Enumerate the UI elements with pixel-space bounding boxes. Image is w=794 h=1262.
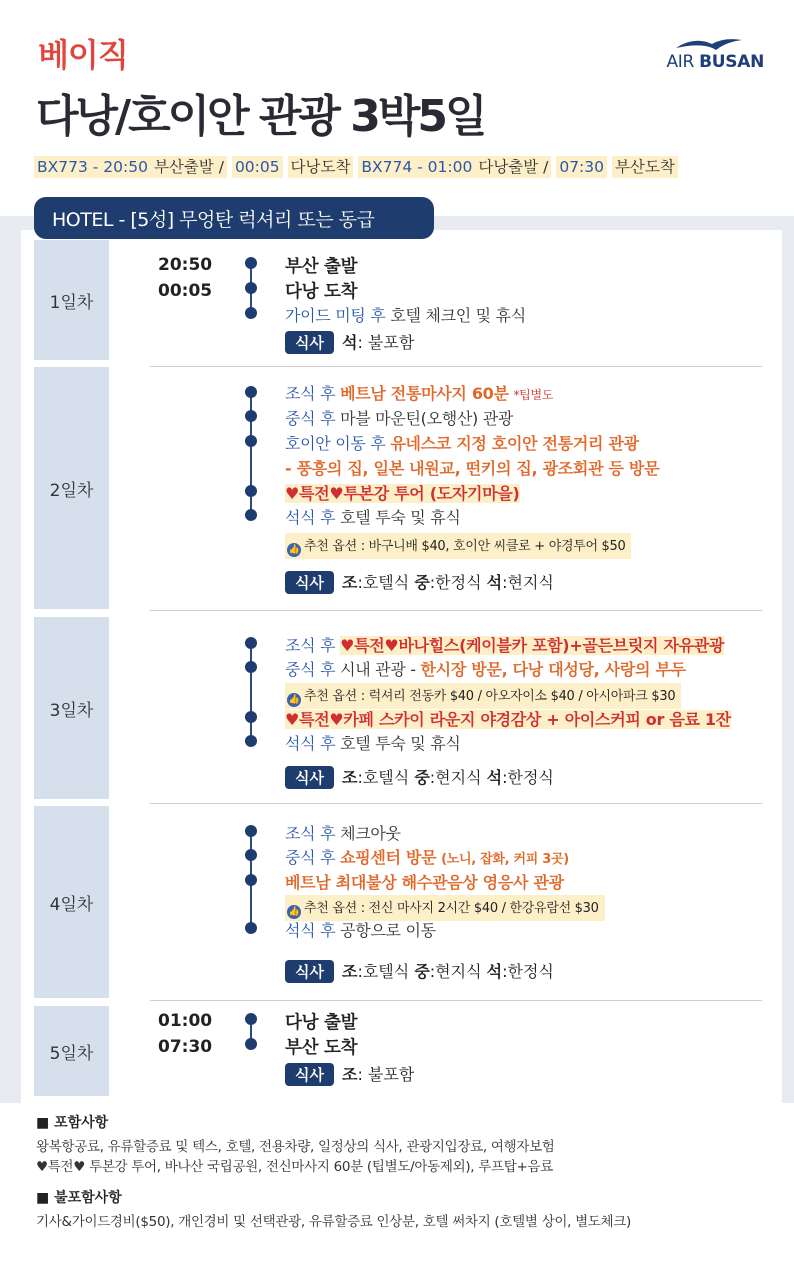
day-label-3: 3일차: [34, 617, 109, 799]
timeline-dot: [245, 435, 257, 447]
schedule-item: 가이드 미팅 후 호텔 체크인 및 휴식: [285, 306, 526, 325]
air-busan-logo: [654, 34, 764, 74]
logo-text: AIR BUSAN: [666, 52, 764, 72]
excluded-heading: ■ 불포함사항: [36, 1190, 122, 1206]
schedule-item: - 풍흥의 집, 일본 내원교, 떤키의 집, 광조회관 등 방문: [285, 459, 660, 478]
hotel-banner: HOTEL - [5성] 무엉탄 럭셔리 또는 동급: [34, 197, 434, 239]
day-divider: [150, 366, 762, 367]
timeline-dot: [245, 1013, 257, 1025]
timeline-dot: [245, 509, 257, 521]
timeline-dot: [245, 825, 257, 837]
schedule-item: 조식 후 체크아웃: [285, 824, 401, 843]
day-label-1: 1일차: [34, 240, 109, 360]
schedule-item: 베트남 최대불상 해수관음상 영응사 관광: [285, 873, 564, 892]
included-text: ♥특전♥ 투본강 투어, 바나산 국립공원, 전신마사지 60분 (팁별도/아동제외), 루프탑+음료: [36, 1159, 553, 1175]
meal-info: 식사 조: 불포함: [285, 1062, 414, 1086]
timeline-dot: [245, 485, 257, 497]
schedule-item: 중식 후 쇼핑센터 방문 (노니, 잡화, 커피 3곳): [285, 848, 569, 867]
day-divider: [150, 610, 762, 611]
schedule-item: 석식 후 호텔 투숙 및 휴식: [285, 734, 461, 753]
timeline-dot: [245, 735, 257, 747]
schedule-item: 다낭 출발: [285, 1013, 358, 1033]
recommended-option: 👍 추천 옵션 : 바구니배 $40, 호이안 씨클로 + 야경투어 $50: [285, 533, 631, 559]
meal-info: 식사 석: 불포함: [285, 330, 414, 354]
schedule-item: 중식 후 마블 마운틴(오행산) 관광: [285, 409, 514, 428]
day-divider: [150, 1000, 762, 1001]
schedule-item: 석식 후 호텔 투숙 및 휴식: [285, 508, 461, 527]
schedule-item: ♥특전♥카페 스카이 라운지 야경감상 + 아이스커피 or 음료 1잔: [285, 710, 731, 729]
meal-info: 식사 조:호텔식 중:현지식 석:한정식: [285, 959, 554, 983]
day-label-2: 2일차: [34, 367, 109, 609]
timeline-dot: [245, 386, 257, 398]
schedule-item: 조식 후 베트남 전통마사지 60분 *팁별도: [285, 384, 554, 403]
day-label-5: 5일차: [34, 1006, 109, 1096]
time-departure: 20:50: [158, 255, 213, 275]
schedule-item: 석식 후 공항으로 이동: [285, 921, 436, 940]
recommended-option: 👍 추천 옵션 : 전신 마사지 2시간 $40 / 한강유람선 $30: [285, 895, 605, 921]
schedule-item: 중식 후 시내 관광 - 한시장 방문, 다낭 대성당, 사랑의 부두: [285, 660, 686, 679]
page-title: 다낭/호이안 관광 3박5일: [36, 91, 485, 142]
thumbs-up-icon: 👍: [288, 545, 300, 555]
timeline-dot: [245, 661, 257, 673]
timeline-dot: [245, 307, 257, 319]
flight-info: BX773 - 20:50 부산출발 / 00:05 다낭도착 BX774 - 01:00 다낭출발 / 07:30 부산도착: [34, 155, 678, 177]
included-heading: ■ 포함사항: [36, 1115, 109, 1131]
bird-logo-icon: [674, 34, 744, 54]
timeline-dot: [245, 711, 257, 723]
schedule-item: ♥특전♥투본강 투어 (도자기마을): [285, 484, 520, 503]
meal-info: 식사 조:호텔식 중:현지식 석:한정식: [285, 765, 554, 789]
timeline-dot: [245, 922, 257, 934]
timeline-dot: [245, 410, 257, 422]
time-departure: 01:00: [158, 1011, 213, 1031]
excluded-text: 기사&가이드경비($50), 개인경비 및 선택관광, 유류할증료 인상분, 호텔 써차지 (호텔별 상이, 별도체크): [36, 1214, 631, 1230]
timeline-dot: [245, 874, 257, 886]
subtitle: 베이직: [38, 36, 128, 74]
timeline-dot: [245, 282, 257, 294]
day-label-4: 4일차: [34, 806, 109, 998]
schedule-item: 다낭 도착: [285, 282, 358, 302]
schedule-item: 부산 출발: [285, 257, 358, 277]
timeline-dot: [245, 849, 257, 861]
schedule-item: 조식 후 ♥특전♥바나힐스(케이블카 포함)+골든브릿지 자유관광: [285, 636, 725, 655]
time-arrival: 00:05: [158, 281, 213, 301]
timeline-line: [250, 642, 252, 740]
day-divider: [150, 803, 762, 804]
timeline-dot: [245, 637, 257, 649]
thumbs-up-icon: 👍: [288, 695, 300, 705]
included-text: 왕복항공료, 유류할증료 및 텍스, 호텔, 전용차량, 일정상의 식사, 관광지입장료, 여행자보험: [36, 1139, 555, 1155]
thumbs-up-icon: 👍: [288, 907, 300, 917]
timeline-dot: [245, 257, 257, 269]
recommended-option: 👍 추천 옵션 : 럭셔리 전동카 $40 / 아오자이소 $40 / 아시아파크 $30: [285, 683, 681, 709]
timeline-dot: [245, 1038, 257, 1050]
time-arrival: 07:30: [158, 1037, 213, 1057]
schedule-item: 호이안 이동 후 유네스코 지정 호이안 전통거리 관광: [285, 434, 639, 453]
meal-info: 식사 조:호텔식 중:한정식 석:현지식: [285, 570, 554, 594]
schedule-item: 부산 도착: [285, 1038, 358, 1058]
